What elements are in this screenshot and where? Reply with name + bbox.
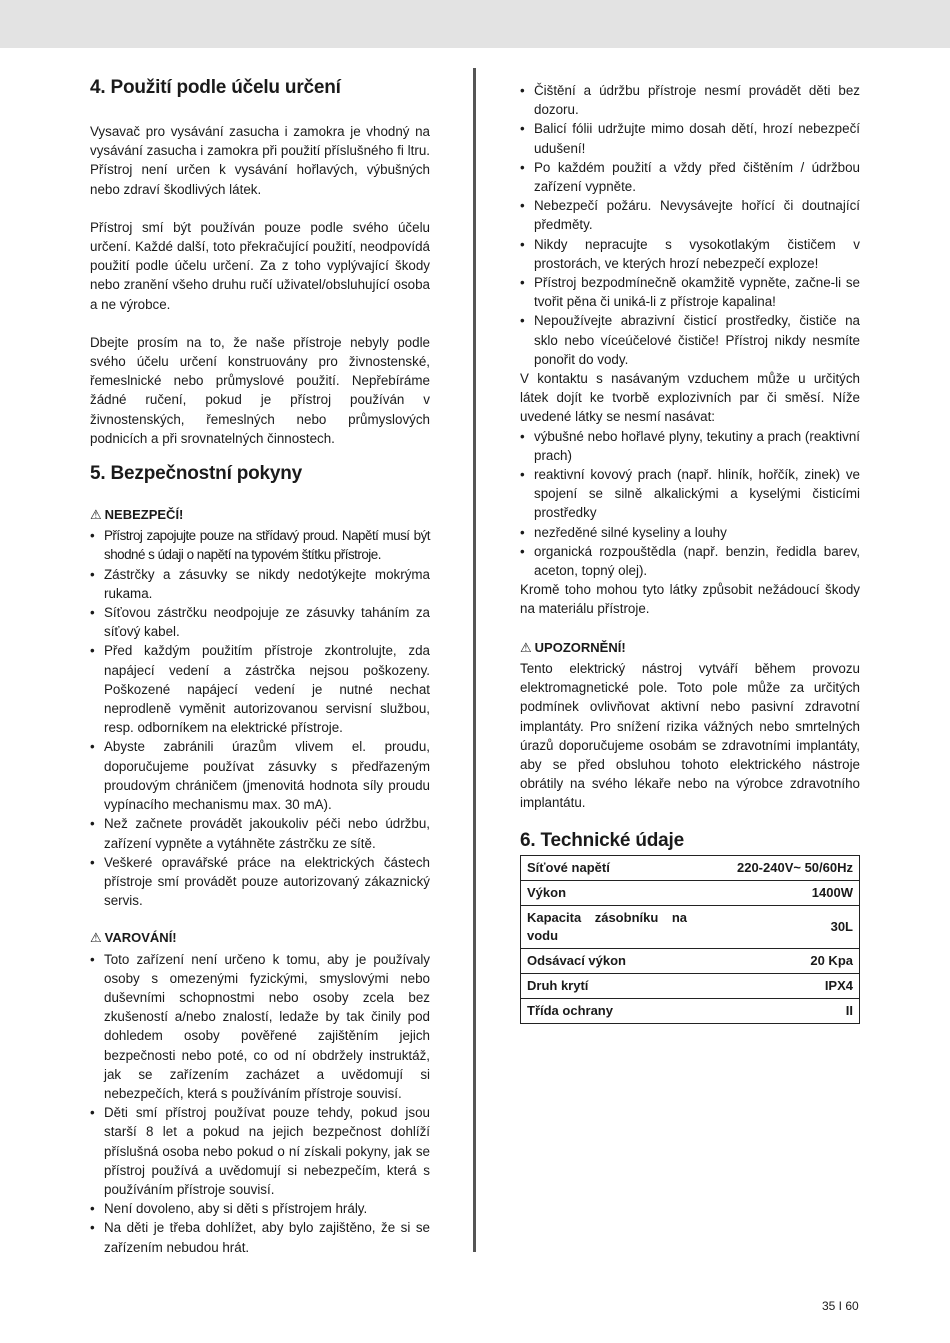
list-item-text: organická rozpouštědla (např. benzin, ředidla barev, aceton, topný olej).	[534, 543, 860, 579]
list-item	[90, 950, 430, 1104]
page-number: 35 I 60	[822, 1299, 859, 1313]
list-item-text: výbušné nebo hořlavé plyny, tekutiny a prach (reaktivní prach)	[534, 428, 860, 463]
list-item-text: Nebezpečí požáru. Nevysávejte hořící či doutnající předměty.	[534, 198, 860, 233]
caution-text: Tento elektrický nástroj vytváří během provozu elektromagnetické pole. Toto pole může za určitých podmínek ovlivňovat aktivní nebo pasivní zdravotní implantáty. Pro snížení rizika vážných nebo smrtelných úrazů doporučujeme osobám se zdravotními implantáty, aby se před obsluhou tohoto elektrického nástroje obrátily na svého lékaře nebo na výrobce zdravotního implantátu.	[520, 660, 860, 811]
list-item	[90, 1199, 430, 1218]
section-4-heading: 4. Použití podle účelu určení	[90, 77, 341, 98]
table-row	[521, 998, 860, 1023]
table-row	[521, 880, 860, 905]
list-item-text: Přístroj zapojujte pouze na střídavý proud. Napětí musí být shodné s údaji o napětí na typovém štítku přístroje.	[104, 528, 430, 563]
list-item-text: reaktivní kovový prach (např. hliník, hořčík, zinek) ve spojení se silně alkalickými a kyselými čisticími prostředky	[534, 467, 860, 521]
list-item	[520, 158, 860, 196]
list-item	[520, 427, 860, 465]
list-item	[90, 814, 430, 852]
section-4-paragraph: Dbejte prosím na to, že naše přístroje nebyly podle svého účelu určení konstruovány pro živnostenské, řemeslnické nebo průmyslové použití. Nepřebíráme žádné ručení, pokud je přístroj používán v živnostenských, řemeslných nebo průmyslových podnicích a při srovnatelných činnostech.	[90, 334, 430, 446]
list-item	[90, 853, 430, 911]
list-item-text: Abyste zabránili úrazům vlivem el. proudu, doporučujeme používat zásuvky s předřazeným proudovým chráničem (jmenovitá hodnota síly proudu vypínacího mechanismu max. 30 mA).	[104, 739, 430, 813]
list-item	[90, 526, 430, 564]
spec-value: 220-240V~ 50/60Hz	[693, 855, 860, 880]
list-item-text: Nikdy nepracujte s vysokotlakým čističem v prostorách, ve kterých hrozí nebezpečí exploze!	[534, 236, 860, 271]
list-item	[520, 311, 860, 369]
list-item-text: Než začnete provádět jakoukoliv péči nebo údržbu, zařízení vypněte a vytáhněte zástrčku ze sítě.	[104, 816, 430, 851]
table-row	[521, 855, 860, 880]
safety-list	[520, 81, 860, 369]
spec-key: Třída ochrany	[521, 998, 694, 1023]
danger-list	[90, 526, 430, 910]
list-item-text: Síťovou zástrčku neodpojuje ze zásuvky taháním za síťový kabel.	[104, 605, 430, 640]
header-band	[0, 0, 950, 48]
section-4-paragraph: Přístroj smí být používán pouze podle svého účelu určení. Každé další, toto překračující použití, neodpovídá použití podle účelu určení. Za z toho vyplývající škody nebo zranění všeho druhu ručí uživatel/obsluhující osoba a ne výrobce.	[90, 219, 430, 312]
list-item	[520, 235, 860, 273]
spec-value: IPX4	[693, 973, 860, 998]
caution-label-text: UPOZORNĚNÍ!	[534, 639, 626, 655]
list-item-text: Zástrčky a zásuvky se nikdy nedotýkejte mokrýma rukama.	[104, 566, 430, 601]
list-item	[90, 1103, 430, 1199]
list-item	[90, 641, 430, 737]
caution-label	[520, 638, 860, 657]
list-item-text: Na děti je třeba dohlížet, aby bylo zajištěno, že si se zařízením nebudou hrát.	[104, 1220, 430, 1255]
list-item	[520, 542, 860, 580]
list-item-text: Toto zařízení není určeno k tomu, aby je používaly osoby s omezenými fyzickými, smyslovými nebo duševními schopnostmi nebo osoby zcela bez zkušeností a/nebo znalostí, ledaže by tak činily pod dohledem osoby pověřené zajištěním jejich bezpečnosti nebo poté, co od ní obdržely instruktáž, jak se zařízením zacházet a uvědomují si nebezpečích, která s používáním přístroje souvisí.	[104, 951, 430, 1101]
list-item-text: Čištění a údržbu přístroje nesmí provádět děti bez dozoru.	[534, 83, 860, 118]
specs-table	[520, 855, 860, 1024]
warning-list	[90, 950, 430, 1257]
list-item	[90, 1218, 430, 1256]
spec-key: Výkon	[521, 880, 694, 905]
danger-label-text: NEBEZPEČÍ!	[104, 507, 184, 523]
table-row	[521, 905, 860, 948]
spec-value: 30L	[693, 905, 860, 948]
section-5-heading: 5. Bezpečnostní pokyny	[90, 463, 303, 485]
table-row	[521, 948, 860, 973]
list-item	[520, 465, 860, 523]
warning-triangle-icon: ⚠	[90, 930, 102, 946]
spec-value: II	[693, 998, 860, 1023]
list-item	[90, 737, 430, 814]
list-item	[520, 523, 860, 542]
list-item	[90, 603, 430, 641]
left-column	[90, 76, 430, 1257]
spec-key: Kapacita zásobníku na vodu	[521, 905, 694, 948]
list-item	[90, 565, 430, 603]
contact-text: V kontaktu s nasávaným vzduchem může u určitých látek dojít ke tvorbě explozivních par či směsí. Níže uvedené látky se nesmí nasávat:	[520, 371, 860, 425]
column-divider	[473, 68, 476, 1252]
section-4-paragraph: Vysavač pro vysávání zasucha i zamokra je vhodný na vysávání zasucha i zamokra při použití příslušného fi ltru. Přístroj není určen k vysávání hořlavých, výbušných nebo zdraví škodlivých látek.	[90, 124, 430, 197]
list-item	[520, 273, 860, 311]
substance-list	[520, 427, 860, 581]
damage-text: Kromě toho mohou tyto látky způsobit nežádoucí škody na materiálu přístroje.	[520, 582, 860, 617]
table-row	[521, 973, 860, 998]
list-item-text: Děti smí přístroj používat pouze tehdy, pokud jsou starší 8 let a pokud na jejich bezpečnost dohlíží příslušná osoba nebo pokud o ní získali pokyny, jak se přístroj používá a uvědomují si nebezpečím, která s používáním přístroje souvisí.	[104, 1105, 430, 1197]
spec-key: Druh krytí	[521, 973, 694, 998]
spec-key: Síťové napětí	[521, 855, 694, 880]
right-column	[520, 81, 860, 1024]
spec-key: Odsávací výkon	[521, 948, 694, 973]
list-item	[520, 119, 860, 157]
spec-value: 20 Kpa	[693, 948, 860, 973]
warning-label-text: VAROVÁNÍ!	[104, 930, 177, 946]
warning-triangle-icon: ⚠	[520, 639, 532, 655]
section-6-heading: 6. Technické údaje	[520, 829, 684, 851]
danger-label	[90, 505, 430, 524]
list-item-text: Před každým použitím přístroje zkontrolujte, zda napájecí vedení a zástrčka nejsou poškozeny. Poškozené napájecí vedení je nutné nechat neprodleně vyměnit autorizovanou servisní službou, resp. odborníkem na elektrické přístroje.	[104, 643, 430, 736]
list-item-text: Nepoužívejte abrazivní čisticí prostředky, čističe na sklo nebo víceúčelové čističe! Přístroj nikdy nesmíte ponořit do vody.	[534, 313, 860, 367]
spec-value: 1400W	[693, 880, 860, 905]
list-item-text: Veškeré opravářské práce na elektrických částech přístroje smí provádět pouze autorizovaný zákaznický servis.	[104, 854, 430, 909]
list-item-text: Balicí fólii udržujte mimo dosah dětí, hrozí nebezpečí udušení!	[534, 121, 860, 156]
list-item-text: nezředěné silné kyseliny a louhy	[534, 524, 727, 540]
warning-triangle-icon: ⚠	[90, 507, 102, 523]
warning-label	[90, 928, 430, 947]
list-item-text: Po každém použití a vždy před čištěním / údržbou zařízení vypněte.	[534, 159, 860, 195]
list-item	[520, 196, 860, 234]
list-item-text: Není dovoleno, aby si děti s přístrojem hrály.	[104, 1201, 368, 1217]
list-item	[520, 81, 860, 119]
list-item-text: Přístroj bezpodmínečně okamžitě vypněte, začne-li se tvořit pěna či uniká-li z přístroje kapalina!	[534, 275, 860, 310]
